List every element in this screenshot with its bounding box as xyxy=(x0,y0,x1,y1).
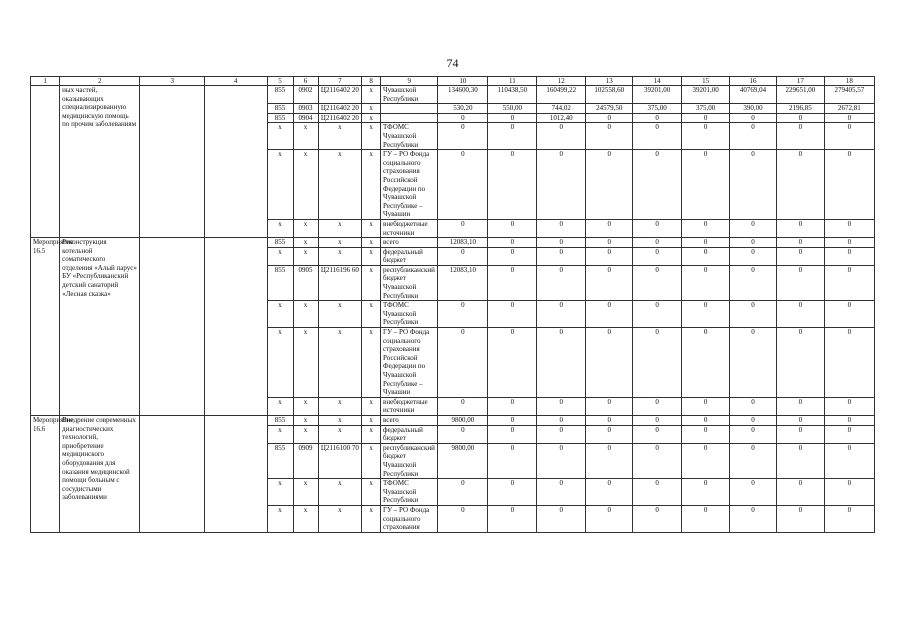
admin-code-cell: х xyxy=(267,397,293,415)
year-value-cell: 0 xyxy=(776,328,824,398)
year-value-cell: 0 xyxy=(682,123,730,150)
target-article-cell: х xyxy=(318,219,362,237)
year-value-cell: 0 xyxy=(824,123,874,150)
year-value-cell: 0 xyxy=(824,479,874,506)
year-value-cell: 0 xyxy=(537,479,586,506)
year-value-cell: 390,00 xyxy=(730,104,777,114)
target-article-cell: х xyxy=(318,397,362,415)
year-value-cell: 0 xyxy=(438,505,488,532)
year-value-cell: 0 xyxy=(730,265,777,300)
year-value-cell: 0 xyxy=(776,443,824,478)
year-value-cell: 0 xyxy=(776,113,824,123)
admin-code-cell: 855 xyxy=(267,104,293,114)
year-value-cell: 0 xyxy=(776,397,824,415)
year-value-cell: 0 xyxy=(537,123,586,150)
year-value-cell: 0 xyxy=(682,247,730,265)
admin-code-cell: х xyxy=(267,479,293,506)
expense-type-cell: х xyxy=(362,123,381,150)
year-value-cell: 0 xyxy=(824,505,874,532)
admin-code-cell: 855 xyxy=(267,443,293,478)
admin-code-cell: х xyxy=(267,219,293,237)
year-value-cell: 550,00 xyxy=(488,104,537,114)
year-value-cell: 0 xyxy=(438,479,488,506)
funding-source-cell: внебюджетные источники xyxy=(381,219,438,237)
admin-code-cell: 855 xyxy=(267,415,293,425)
year-value-cell: 0 xyxy=(633,415,682,425)
event-name-cell: Внедрение современных диагностических технологий, приобретение медицинского оборудования для оказания медицинской помощи больным с сосудистыми заболеваниями xyxy=(60,415,140,532)
year-value-cell: 0 xyxy=(633,328,682,398)
funding-source-cell: ТФОМС Чувашской Республики xyxy=(381,123,438,150)
year-value-cell: 0 xyxy=(586,505,633,532)
year-value-cell: 0 xyxy=(488,150,537,220)
funding-source-cell: ГУ – РО Фонда социального страхования xyxy=(381,505,438,532)
expense-type-cell: х xyxy=(362,86,381,104)
year-value-cell: 2672,81 xyxy=(824,104,874,114)
expense-type-cell: х xyxy=(362,104,381,114)
column-number-13: 13 xyxy=(586,77,633,86)
year-value-cell: 0 xyxy=(488,479,537,506)
year-value-cell: 0 xyxy=(586,425,633,443)
year-value-cell: 0 xyxy=(537,415,586,425)
target-article-cell: х xyxy=(318,505,362,532)
year-value-cell: 0 xyxy=(633,219,682,237)
section-code-cell: х xyxy=(293,505,318,532)
year-value-cell: 0 xyxy=(730,505,777,532)
year-value-cell: 12083,10 xyxy=(438,265,488,300)
target-indicator-cell xyxy=(204,238,267,416)
year-value-cell: 0 xyxy=(633,150,682,220)
year-value-cell: 0 xyxy=(537,301,586,328)
year-value-cell: 0 xyxy=(438,328,488,398)
section-code-cell: х xyxy=(293,219,318,237)
year-value-cell: 0 xyxy=(730,415,777,425)
year-value-cell: 39201,00 xyxy=(682,86,730,104)
column-number-1: 1 xyxy=(31,77,60,86)
expense-type-cell: х xyxy=(362,265,381,300)
year-value-cell: 0 xyxy=(776,238,824,248)
target-article-cell: х xyxy=(318,328,362,398)
target-article-cell: х xyxy=(318,425,362,443)
year-value-cell: 0 xyxy=(682,415,730,425)
year-value-cell: 160499,22 xyxy=(537,86,586,104)
target-article-cell: Ц2116196 60 xyxy=(318,265,362,300)
year-value-cell: 0 xyxy=(438,150,488,220)
year-value-cell: 0 xyxy=(682,150,730,220)
year-value-cell: 0 xyxy=(730,479,777,506)
section-code-cell: х xyxy=(293,301,318,328)
year-value-cell: 0 xyxy=(776,150,824,220)
year-value-cell: 0 xyxy=(633,123,682,150)
year-value-cell: 0 xyxy=(488,301,537,328)
admin-code-cell: 855 xyxy=(267,86,293,104)
column-number-17: 17 xyxy=(776,77,824,86)
year-value-cell: 0 xyxy=(824,219,874,237)
year-value-cell: 0 xyxy=(537,328,586,398)
target-indicator-cell xyxy=(204,86,267,238)
year-value-cell: 0 xyxy=(633,505,682,532)
table-row xyxy=(31,86,875,104)
year-value-cell: 0 xyxy=(586,150,633,220)
section-code-cell: 0904 xyxy=(293,113,318,123)
target-article-cell: х xyxy=(318,301,362,328)
year-value-cell: 0 xyxy=(537,265,586,300)
year-value-cell: 110438,50 xyxy=(488,86,537,104)
year-value-cell: 0 xyxy=(730,113,777,123)
year-value-cell: 0 xyxy=(438,425,488,443)
year-value-cell: 0 xyxy=(488,397,537,415)
year-value-cell: 0 xyxy=(488,219,537,237)
funding-source-cell: республиканский бюджет Чувашской Республики xyxy=(381,265,438,300)
year-value-cell: 12083,10 xyxy=(438,238,488,248)
year-value-cell: 0 xyxy=(682,443,730,478)
year-value-cell: 0 xyxy=(438,247,488,265)
year-value-cell: 0 xyxy=(586,123,633,150)
year-value-cell: 0 xyxy=(776,479,824,506)
year-value-cell: 0 xyxy=(438,123,488,150)
section-code-cell: х xyxy=(293,415,318,425)
expense-type-cell: х xyxy=(362,219,381,237)
year-value-cell: 0 xyxy=(824,443,874,478)
expense-type-cell: х xyxy=(362,443,381,478)
year-value-cell: 0 xyxy=(633,265,682,300)
column-number-9: 9 xyxy=(381,77,438,86)
table-row xyxy=(31,238,875,248)
year-value-cell: 0 xyxy=(586,397,633,415)
year-value-cell: 0 xyxy=(730,443,777,478)
executor-cell xyxy=(140,86,205,238)
target-article-cell: Ц2116402 20 xyxy=(318,113,362,123)
funding-source-cell: республиканский бюджет Чувашской Республики xyxy=(381,443,438,478)
expense-type-cell: х xyxy=(362,301,381,328)
year-value-cell: 0 xyxy=(682,219,730,237)
year-value-cell: 530,20 xyxy=(438,104,488,114)
page-number: 74 xyxy=(446,56,459,70)
year-value-cell: 0 xyxy=(488,265,537,300)
year-value-cell: 1012,40 xyxy=(537,113,586,123)
year-value-cell: 744,02 xyxy=(537,104,586,114)
event-number-cell: Мероприятие 16.6 xyxy=(31,415,60,532)
year-value-cell: 0 xyxy=(776,265,824,300)
year-value-cell: 0 xyxy=(824,247,874,265)
year-value-cell: 0 xyxy=(586,415,633,425)
table-body xyxy=(31,86,875,533)
column-number-2: 2 xyxy=(60,77,140,86)
year-value-cell: 0 xyxy=(633,397,682,415)
year-value-cell: 0 xyxy=(776,425,824,443)
year-value-cell: 0 xyxy=(438,113,488,123)
year-value-cell: 0 xyxy=(537,425,586,443)
year-value-cell: 0 xyxy=(682,328,730,398)
year-value-cell: 0 xyxy=(488,505,537,532)
year-value-cell: 0 xyxy=(824,113,874,123)
admin-code-cell: х xyxy=(267,425,293,443)
column-number-11: 11 xyxy=(488,77,537,86)
year-value-cell: 0 xyxy=(633,443,682,478)
funding-source-cell: ГУ – РО Фонда социального страхования Российской Федерации по Чувашской Республике – Чувашии xyxy=(381,150,438,220)
column-number-18: 18 xyxy=(824,77,874,86)
column-number-10: 10 xyxy=(438,77,488,86)
table-row xyxy=(31,415,875,425)
year-value-cell: 0 xyxy=(488,425,537,443)
expense-type-cell: х xyxy=(362,150,381,220)
year-value-cell: 0 xyxy=(488,247,537,265)
funding-source-cell: внебюджетные источники xyxy=(381,397,438,415)
section-code-cell: х xyxy=(293,238,318,248)
column-number-3: 3 xyxy=(140,77,205,86)
target-article-cell: Ц2116100 70 xyxy=(318,443,362,478)
year-value-cell: 0 xyxy=(586,479,633,506)
year-value-cell: 0 xyxy=(537,247,586,265)
year-value-cell: 0 xyxy=(824,238,874,248)
year-value-cell: 0 xyxy=(776,247,824,265)
expense-type-cell: х xyxy=(362,425,381,443)
target-article-cell: х xyxy=(318,238,362,248)
year-value-cell: 0 xyxy=(537,238,586,248)
year-value-cell: 0 xyxy=(633,479,682,506)
section-code-cell: х xyxy=(293,123,318,150)
year-value-cell: 0 xyxy=(776,415,824,425)
year-value-cell: 0 xyxy=(633,238,682,248)
funding-source-cell: ТФОМС Чувашской Республики xyxy=(381,301,438,328)
year-value-cell: 0 xyxy=(824,265,874,300)
year-value-cell: 0 xyxy=(438,397,488,415)
year-value-cell: 0 xyxy=(488,123,537,150)
year-value-cell: 0 xyxy=(586,301,633,328)
expense-type-cell: х xyxy=(362,479,381,506)
column-number-15: 15 xyxy=(682,77,730,86)
funding-source-cell: федеральный бюджет xyxy=(381,425,438,443)
year-value-cell: 0 xyxy=(682,397,730,415)
expense-type-cell: х xyxy=(362,415,381,425)
admin-code-cell: х xyxy=(267,328,293,398)
year-value-cell: 0 xyxy=(488,443,537,478)
expense-type-cell: х xyxy=(362,113,381,123)
funding-source-cell xyxy=(381,104,438,114)
budget-table xyxy=(30,76,875,533)
section-code-cell: 0903 xyxy=(293,104,318,114)
year-value-cell: 0 xyxy=(488,328,537,398)
year-value-cell: 0 xyxy=(438,301,488,328)
year-value-cell: 0 xyxy=(633,247,682,265)
year-value-cell: 0 xyxy=(537,443,586,478)
section-code-cell: х xyxy=(293,328,318,398)
year-value-cell: 0 xyxy=(776,301,824,328)
year-value-cell: 0 xyxy=(682,238,730,248)
column-number-row xyxy=(31,77,875,86)
target-article-cell: х xyxy=(318,247,362,265)
event-name-cell: Реконструкция котельной соматического отделения «Алый парус» БУ «Республиканский детский санаторий «Лесная сказка» xyxy=(60,238,140,416)
year-value-cell: 375,00 xyxy=(633,104,682,114)
year-value-cell: 0 xyxy=(537,505,586,532)
funding-source-cell: федеральный бюджет xyxy=(381,247,438,265)
year-value-cell: 0 xyxy=(824,328,874,398)
expense-type-cell: х xyxy=(362,397,381,415)
section-code-cell: 0905 xyxy=(293,265,318,300)
year-value-cell: 0 xyxy=(776,123,824,150)
funding-source-cell: Чувашской Республики xyxy=(381,86,438,104)
year-value-cell: 0 xyxy=(730,301,777,328)
year-value-cell: 0 xyxy=(824,415,874,425)
year-value-cell: 0 xyxy=(537,219,586,237)
section-code-cell: 0902 xyxy=(293,86,318,104)
event-number-cell xyxy=(31,86,60,238)
section-code-cell: х xyxy=(293,247,318,265)
year-value-cell: 9800,00 xyxy=(438,415,488,425)
target-article-cell: Ц2116402 20 xyxy=(318,86,362,104)
column-number-7: 7 xyxy=(318,77,362,86)
funding-source-cell xyxy=(381,113,438,123)
year-value-cell: 0 xyxy=(730,219,777,237)
year-value-cell: 0 xyxy=(776,505,824,532)
year-value-cell: 0 xyxy=(633,113,682,123)
year-value-cell: 0 xyxy=(586,113,633,123)
expense-type-cell: х xyxy=(362,505,381,532)
section-code-cell: х xyxy=(293,479,318,506)
year-value-cell: 0 xyxy=(824,150,874,220)
year-value-cell: 0 xyxy=(824,397,874,415)
expense-type-cell: х xyxy=(362,247,381,265)
expense-type-cell: х xyxy=(362,238,381,248)
year-value-cell: 0 xyxy=(730,150,777,220)
target-indicator-cell xyxy=(204,415,267,532)
target-article-cell: х xyxy=(318,150,362,220)
admin-code-cell: х xyxy=(267,301,293,328)
section-code-cell: х xyxy=(293,397,318,415)
section-code-cell: х xyxy=(293,150,318,220)
executor-cell xyxy=(140,238,205,416)
year-value-cell: 0 xyxy=(586,238,633,248)
column-number-6: 6 xyxy=(293,77,318,86)
column-number-12: 12 xyxy=(537,77,586,86)
year-value-cell: 40769,04 xyxy=(730,86,777,104)
target-article-cell: х xyxy=(318,479,362,506)
year-value-cell: 0 xyxy=(682,479,730,506)
year-value-cell: 0 xyxy=(730,238,777,248)
year-value-cell: 134600,30 xyxy=(438,86,488,104)
admin-code-cell: 855 xyxy=(267,265,293,300)
year-value-cell: 375,00 xyxy=(682,104,730,114)
year-value-cell: 102558,60 xyxy=(586,86,633,104)
year-value-cell: 0 xyxy=(682,301,730,328)
funding-source-cell: ГУ – РО Фонда социального страхования Российской Федерации по Чувашской Республике – Чувашии xyxy=(381,328,438,398)
year-value-cell: 0 xyxy=(586,247,633,265)
year-value-cell: 0 xyxy=(730,123,777,150)
year-value-cell: 0 xyxy=(633,425,682,443)
section-code-cell: 0909 xyxy=(293,443,318,478)
event-number-cell: Мероприятие 16.5 xyxy=(31,238,60,416)
year-value-cell: 9800,00 xyxy=(438,443,488,478)
year-value-cell: 0 xyxy=(824,425,874,443)
year-value-cell: 0 xyxy=(776,219,824,237)
admin-code-cell: 855 xyxy=(267,113,293,123)
year-value-cell: 0 xyxy=(730,425,777,443)
executor-cell xyxy=(140,415,205,532)
year-value-cell: 0 xyxy=(488,415,537,425)
admin-code-cell: 855 xyxy=(267,238,293,248)
year-value-cell: 0 xyxy=(586,219,633,237)
funding-source-cell: ТФОМС Чувашской Республики xyxy=(381,479,438,506)
admin-code-cell: х xyxy=(267,247,293,265)
year-value-cell: 0 xyxy=(586,443,633,478)
expense-type-cell: х xyxy=(362,328,381,398)
year-value-cell: 0 xyxy=(730,247,777,265)
admin-code-cell: х xyxy=(267,505,293,532)
year-value-cell: 0 xyxy=(633,301,682,328)
year-value-cell: 24579,50 xyxy=(586,104,633,114)
year-value-cell: 279405,57 xyxy=(824,86,874,104)
column-number-4: 4 xyxy=(204,77,267,86)
admin-code-cell: х xyxy=(267,123,293,150)
section-code-cell: х xyxy=(293,425,318,443)
year-value-cell: 0 xyxy=(682,425,730,443)
column-number-14: 14 xyxy=(633,77,682,86)
column-number-5: 5 xyxy=(267,77,293,86)
year-value-cell: 0 xyxy=(730,328,777,398)
year-value-cell: 0 xyxy=(682,113,730,123)
year-value-cell: 0 xyxy=(537,150,586,220)
funding-source-cell: всего xyxy=(381,238,438,248)
year-value-cell: 0 xyxy=(537,397,586,415)
year-value-cell: 229651,00 xyxy=(776,86,824,104)
year-value-cell: 0 xyxy=(488,238,537,248)
funding-source-cell: всего xyxy=(381,415,438,425)
target-article-cell: х xyxy=(318,123,362,150)
year-value-cell: 2196,85 xyxy=(776,104,824,114)
column-number-8: 8 xyxy=(362,77,381,86)
year-value-cell: 0 xyxy=(682,505,730,532)
year-value-cell: 0 xyxy=(586,265,633,300)
year-value-cell: 0 xyxy=(438,219,488,237)
year-value-cell: 0 xyxy=(488,113,537,123)
year-value-cell: 0 xyxy=(824,301,874,328)
year-value-cell: 0 xyxy=(730,397,777,415)
column-number-16: 16 xyxy=(730,77,777,86)
target-article-cell: Ц2116402 20 xyxy=(318,104,362,114)
target-article-cell: х xyxy=(318,415,362,425)
event-name-cell: ных частей, оказывающих специализированную медицинскую помощь по прочим заболеваниям xyxy=(60,86,140,238)
year-value-cell: 0 xyxy=(682,265,730,300)
year-value-cell: 0 xyxy=(586,328,633,398)
admin-code-cell: х xyxy=(267,150,293,220)
year-value-cell: 39201,00 xyxy=(633,86,682,104)
